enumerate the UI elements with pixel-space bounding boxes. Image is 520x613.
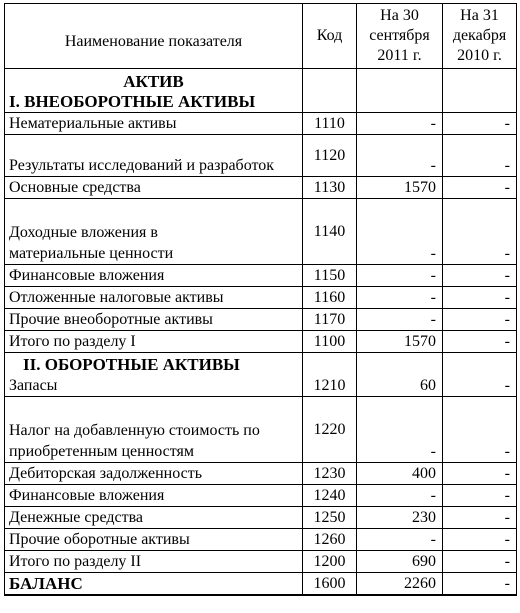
row-code: 1160: [303, 287, 357, 309]
row-code: 1110: [303, 113, 357, 135]
row-label: Денежные средства: [5, 507, 303, 529]
row-code: 1150: [303, 265, 357, 287]
row-value-2011: 1570: [357, 331, 443, 353]
row-value-2010: -: [443, 113, 517, 135]
balance-sheet-table: [4, 3, 517, 596]
row-value-2011: -: [357, 397, 443, 463]
section-current-title: II. ОБОРОТНЫЕ АКТИВЫ: [23, 355, 240, 374]
table-row: [5, 199, 517, 265]
total-row-section1: [5, 331, 517, 353]
row-label: Финансовые вложения: [5, 485, 303, 507]
row-label: Основные средства: [5, 177, 303, 199]
row-value-2010: -: [443, 573, 517, 596]
total-row-section2: [5, 551, 517, 573]
row-value-2010: -: [443, 309, 517, 331]
table-row: [5, 507, 517, 529]
row-value-2011: -: [357, 199, 443, 265]
table-row: [5, 485, 517, 507]
row-value-2011: -: [357, 265, 443, 287]
row-label: Итого по разделу II: [5, 551, 303, 573]
section-label-current: [5, 353, 303, 397]
row-code: 1130: [303, 177, 357, 199]
row-value-2011: 400: [357, 463, 443, 485]
section-aktiv-title: АКТИВ: [123, 72, 184, 91]
row-label: Нематериальные активы: [5, 113, 303, 135]
row-value-2010: -: [443, 265, 517, 287]
row-code: 1200: [303, 551, 357, 573]
row-value-2010: -: [443, 287, 517, 309]
header-code: Код: [303, 4, 357, 69]
row-code: 1140: [303, 199, 357, 265]
section-noncurrent-title: I. ВНЕОБОРОТНЫЕ АКТИВЫ: [9, 92, 256, 111]
row-value-2011: -: [357, 135, 443, 177]
row-code: 1100: [303, 331, 357, 353]
row-code: 1250: [303, 507, 357, 529]
row-value-2011: 2260: [357, 573, 443, 596]
row-label: БАЛАНС: [5, 573, 303, 596]
row-label: [5, 397, 303, 463]
row-value-2011: -: [357, 113, 443, 135]
row-value-2010: -: [443, 529, 517, 551]
row-code: 1230: [303, 463, 357, 485]
table-row: [5, 397, 517, 463]
row-value-2011: 230: [357, 507, 443, 529]
row-code: 1120: [303, 135, 357, 177]
row-label: Прочие внеоборотные активы: [5, 309, 303, 331]
row-label: Финансовые вложения: [5, 265, 303, 287]
row-value-2010: -: [443, 485, 517, 507]
balance-row: [5, 573, 517, 596]
row-label: [5, 199, 303, 265]
table-row: [5, 113, 517, 135]
row-code: 1600: [303, 573, 357, 596]
row-value-2010: -: [443, 353, 517, 397]
table-row: [5, 265, 517, 287]
row-code: 1240: [303, 485, 357, 507]
row-label-text: Налог на добавленную стоимость по приобретенным ценностям: [9, 422, 260, 460]
table-row: [5, 309, 517, 331]
row-value-2010: -: [443, 199, 517, 265]
row-value-2011: -: [357, 287, 443, 309]
row-value-2011: 60: [357, 353, 443, 397]
row-value-2010: -: [443, 135, 517, 177]
table-header-row: [5, 4, 517, 69]
row-label: Итого по разделу I: [5, 331, 303, 353]
row-label: Прочие оборотные активы: [5, 529, 303, 551]
table-row: [5, 135, 517, 177]
row-value-2010: -: [443, 551, 517, 573]
table-row: [5, 529, 517, 551]
row-value-2010: -: [443, 463, 517, 485]
row-value-2011: 690: [357, 551, 443, 573]
row-label: Отложенные налоговые активы: [5, 287, 303, 309]
header-name: Наименование показателя: [5, 4, 303, 69]
table-row: [5, 353, 517, 397]
section-row-aktiv: [5, 69, 517, 113]
row-value-2010: -: [443, 177, 517, 199]
header-col1: На 30 сентября 2011 г.: [357, 4, 443, 69]
table-row: [5, 463, 517, 485]
row-code: 1260: [303, 529, 357, 551]
row-label-text: Доходные вложения в материальные ценности: [9, 224, 174, 262]
section-label-aktiv: [5, 69, 303, 113]
row-label: Результаты исследований и разработок: [5, 135, 303, 177]
row-label: Дебиторская задолженность: [5, 463, 303, 485]
row-label-text: Запасы: [9, 377, 58, 394]
row-value-2011: 1570: [357, 177, 443, 199]
table-row: [5, 287, 517, 309]
header-col2: На 31 декабря 2010 г.: [443, 4, 517, 69]
row-value-2011: -: [357, 529, 443, 551]
row-value-2011: -: [357, 309, 443, 331]
row-value-2010: -: [443, 507, 517, 529]
row-code: 1170: [303, 309, 357, 331]
table-row: [5, 177, 517, 199]
row-value-2010: -: [443, 397, 517, 463]
row-value-2010: -: [443, 331, 517, 353]
row-code: 1220: [303, 397, 357, 463]
row-value-2011: -: [357, 485, 443, 507]
row-code: 1210: [303, 353, 357, 397]
